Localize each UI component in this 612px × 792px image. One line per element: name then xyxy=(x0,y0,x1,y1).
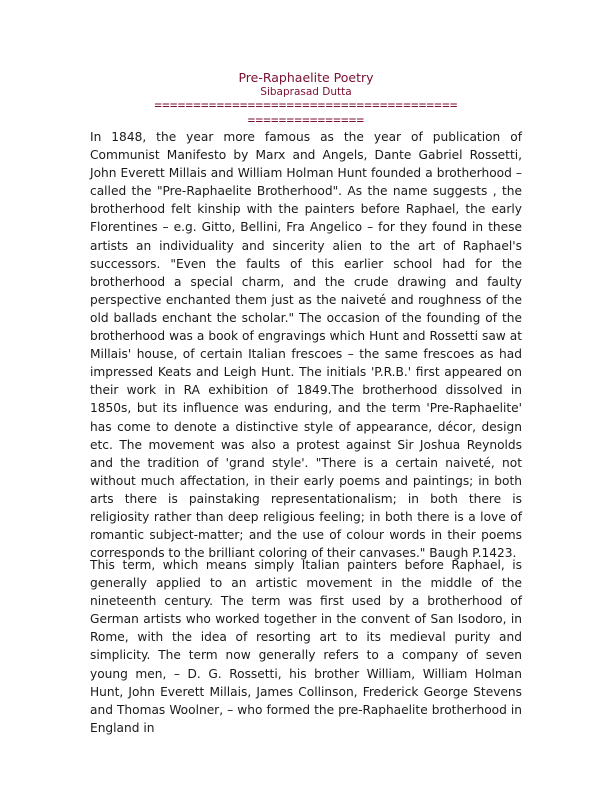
body-paragraph-1: In 1848, the year more famous as the year of publication of Communist Manifesto by Marx and Angels, Dante Gabriel Rossetti, John Everett Millais and William Holman Hunt founded a brotherhood – called the "Pre-Raphaelite Brotherhood". As the name suggests , the brotherhood felt kinship with the painters before Raphael, the early Florentines – e.g. Gitto, Bellini, Fra Angelico – for they found in these artists an individuality and sincerity alien to the art of Raphael's successors. "Even the faults of this earlier school had for the brotherhood a special charm, and the crude drawing and faulty perspective enchanted them just as the naiveté and roughness of the old ballads enchant the scholar." The occasion of the founding of the brotherhood was a book of engravings which Hunt and Rossetti saw at Millais' house, of certain Italian frescoes – the same frescoes as had impressed Keats and Leigh Hunt. The initials 'P.R.B.' first appeared on their work in RA exhibition of 1849.The brotherhood dissolved in 1850s, but its influence was enduring, and the term 'Pre-Raphaelite' has come to denote a distinctive style of appearance, décor, design etc. The movement was also a protest against Sir Joshua Reynolds and the tradition of 'grand style'. "There is a certain naiveté, not without much affectation, in their early poems and paintings; in both arts there is painstaking representationalism; in both there is religiosity rather than deep religious feeling; in both there is a love of romantic subject-matter; and the use of colour words in their poems corresponds to the brilliant coloring of their canvases." Baugh P.1423. xyxy=(90,130,522,561)
document-title: Pre-Raphaelite Poetry xyxy=(238,70,374,85)
separator-rule-line-1: ======================================= xyxy=(154,97,458,112)
body-paragraph-2: This term, which means simply Italian painters before Raphael, is generally applied to an artistic movement in the middle of the nineteenth century. The term was first used by a brotherhood of German artists who worked together in the convent of San Isodoro, in Rome, with the idea of resorting art to its medieval purity and simplicity. The term now generally refers to a company of seven young men, – D. G. Rossetti, his brother William, William Holman Hunt, John Everett Millais, James Collinson, Frederick George Stevens and Thomas Woolner, – who formed the pre-Raphaelite brotherhood in England in xyxy=(90,558,522,735)
document-author: Sibaprasad Dutta xyxy=(260,86,352,98)
separator-rule-line-2: =============== xyxy=(247,112,365,127)
